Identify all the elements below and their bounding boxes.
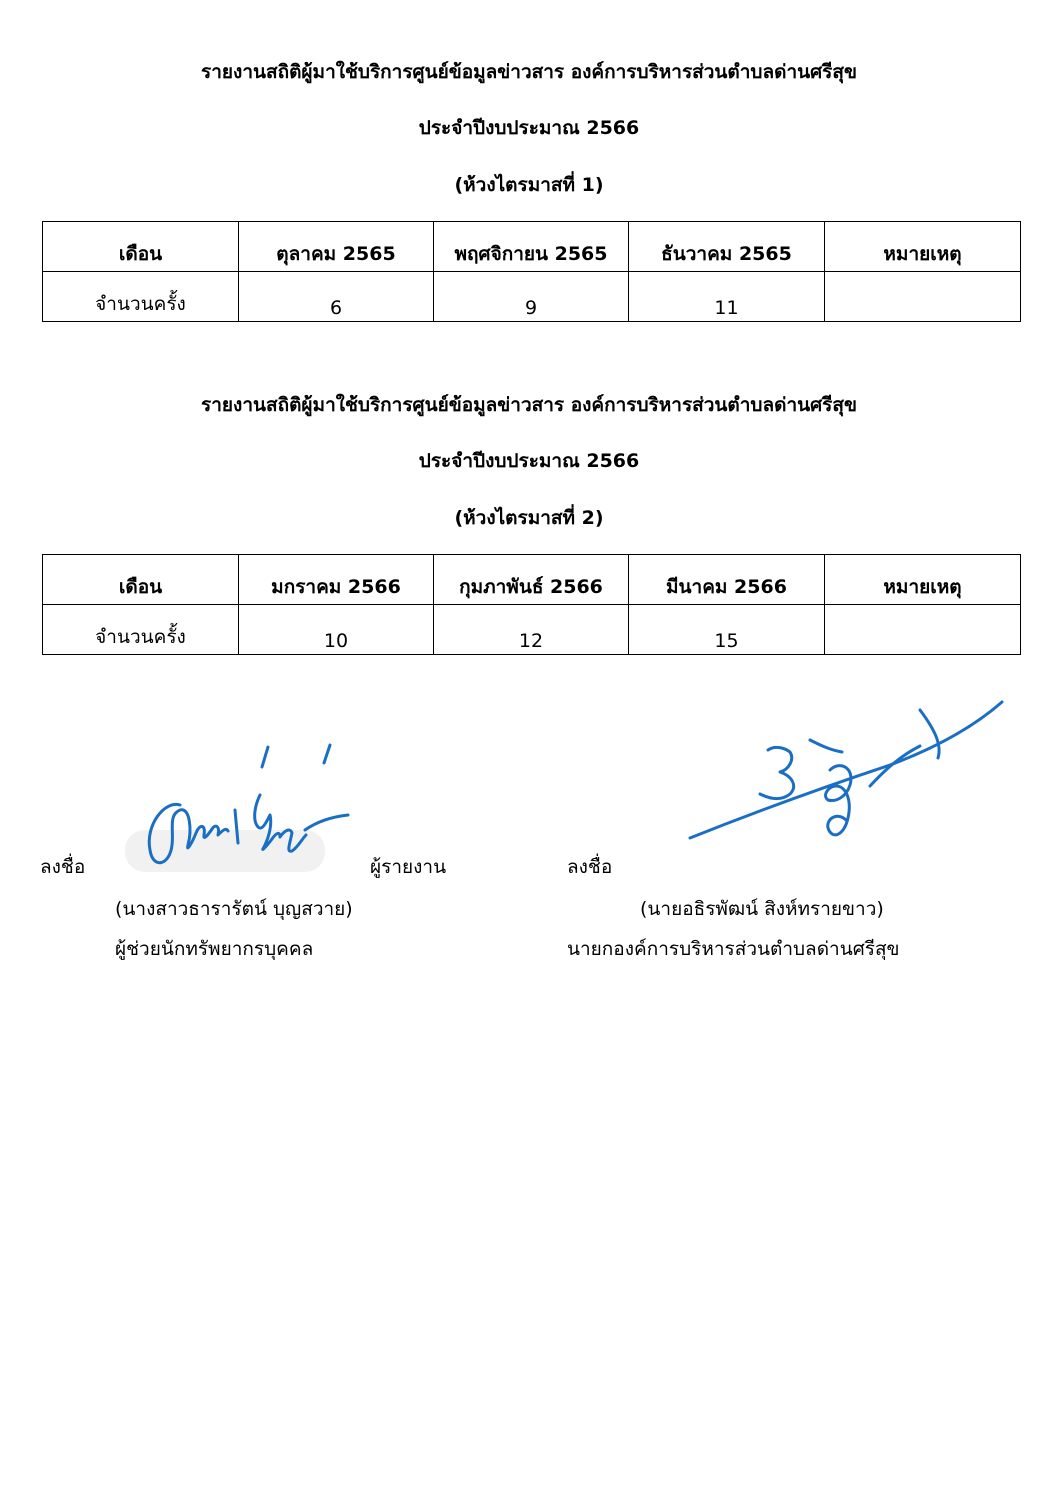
table-cell: 6 — [239, 272, 434, 322]
table-row — [43, 605, 1021, 655]
report-2-table — [42, 554, 1021, 655]
reporter-sign-label: ลงชื่อ — [40, 856, 86, 878]
table-cell: 11 — [629, 272, 825, 322]
table-cell: 12 — [434, 605, 629, 655]
table-header-row — [43, 222, 1021, 272]
report-2-fiscal-year: ประจำปีงบประมาณ 2566 — [418, 450, 640, 472]
table-cell — [825, 272, 1021, 322]
table-header-cell: พฤศจิกายน 2565 — [434, 222, 629, 272]
reporter-name: (นางสาวธารารัตน์ บุญสวาย) — [115, 898, 353, 920]
approver-signature-image — [680, 690, 1020, 850]
report-1-quarter: (ห้วงไตรมาสที่ 1) — [454, 174, 604, 196]
table-cell: จำนวนครั้ง — [43, 605, 239, 655]
table-cell: 9 — [434, 272, 629, 322]
table-cell — [825, 605, 1021, 655]
table-header-cell: หมายเหตุ — [825, 555, 1021, 605]
table-header-cell: เดือน — [43, 222, 239, 272]
table-header-cell: ธันวาคม 2565 — [629, 222, 825, 272]
table-header-cell: มกราคม 2566 — [239, 555, 434, 605]
approver-sign-label: ลงชื่อ — [567, 856, 613, 878]
table-header-cell: กุมภาพันธ์ 2566 — [434, 555, 629, 605]
approver-name: (นายอธิรพัฒน์ สิงห์ทรายขาว) — [640, 898, 884, 920]
table-header-cell: เดือน — [43, 555, 239, 605]
report-1-fiscal-year: ประจำปีงบประมาณ 2566 — [418, 117, 640, 139]
reporter-position: ผู้ช่วยนักทรัพยากรบุคคล — [115, 938, 314, 960]
reporter-signature-image — [120, 735, 360, 875]
table-cell: 15 — [629, 605, 825, 655]
approver-position: นายกองค์การบริหารส่วนตำบลด่านศรีสุข — [567, 938, 900, 960]
table-header-cell: ตุลาคม 2565 — [239, 222, 434, 272]
report-2-title: รายงานสถิติผู้มาใช้บริการศูนย์ข้อมูลข่าวสาร องค์การบริหารส่วนตำบลด่านศรีสุข — [201, 394, 857, 416]
table-header-cell: หมายเหตุ — [825, 222, 1021, 272]
table-row — [43, 272, 1021, 322]
reporter-role-label: ผู้รายงาน — [370, 856, 447, 878]
report-1-table — [42, 221, 1021, 322]
table-header-cell: มีนาคม 2566 — [629, 555, 825, 605]
table-cell: 10 — [239, 605, 434, 655]
table-header-row — [43, 555, 1021, 605]
report-2-quarter: (ห้วงไตรมาสที่ 2) — [454, 507, 604, 529]
table-cell: จำนวนครั้ง — [43, 272, 239, 322]
report-1-title: รายงานสถิติผู้มาใช้บริการศูนย์ข้อมูลข่าวสาร องค์การบริหารส่วนตำบลด่านศรีสุข — [201, 61, 857, 83]
